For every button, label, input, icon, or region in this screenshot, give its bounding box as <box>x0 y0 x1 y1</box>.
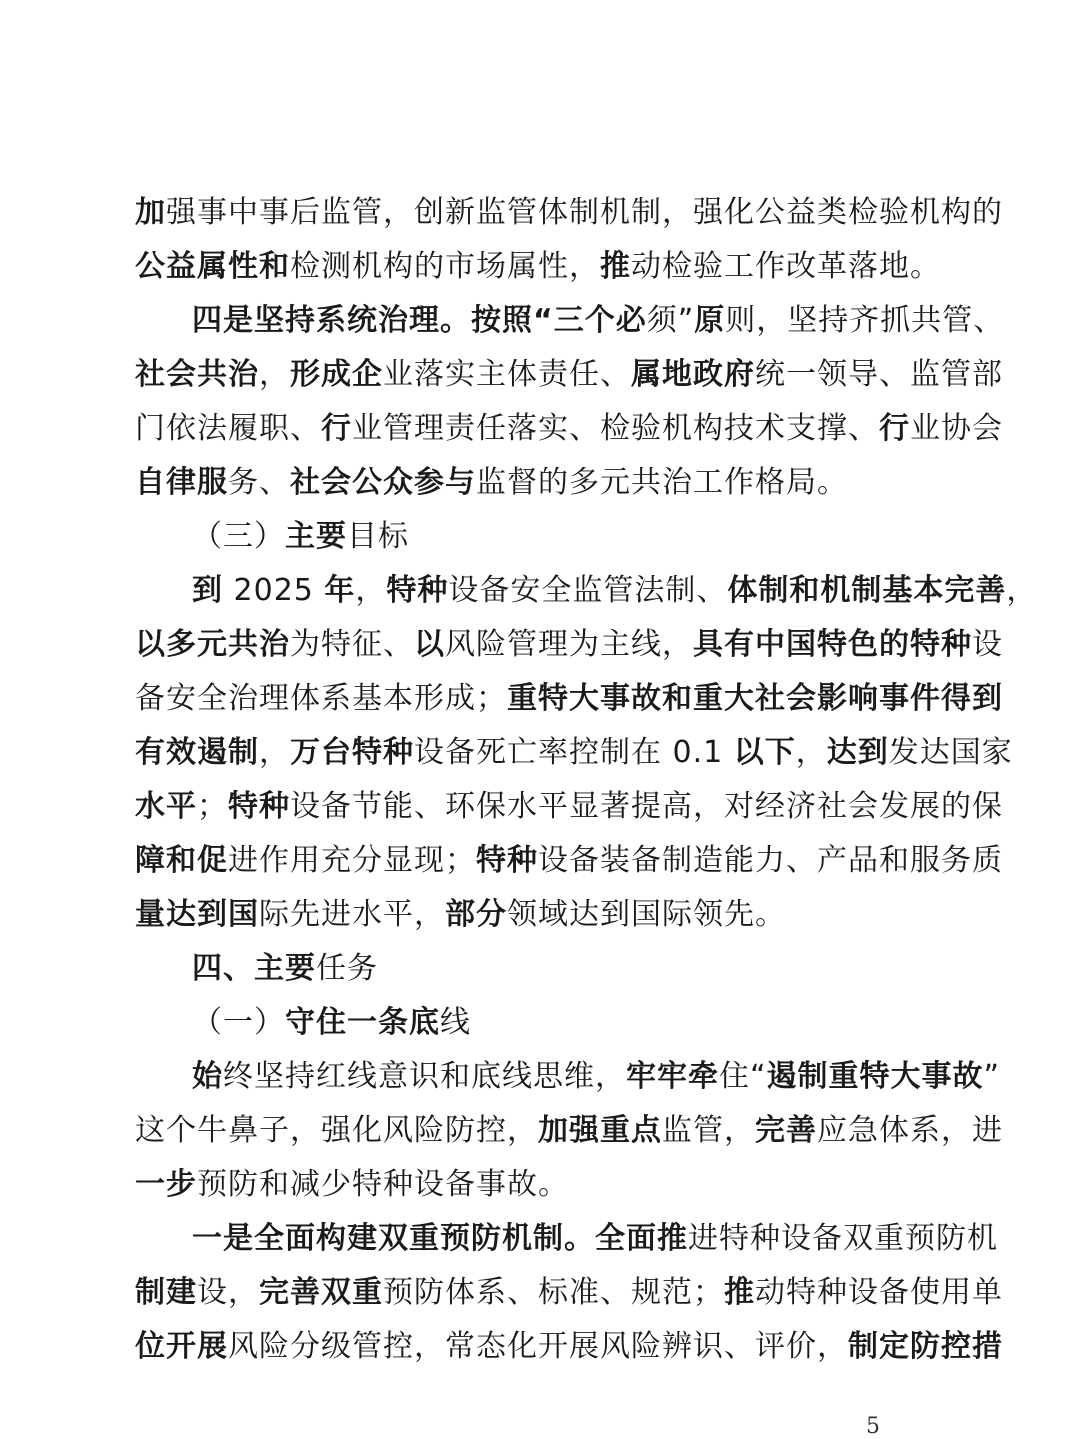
text-segment: （一） <box>192 1005 285 1040</box>
text-segment: 设， <box>197 1275 259 1310</box>
text-segment: 特种 <box>228 789 290 824</box>
text-segment: 社会共治 <box>135 357 259 392</box>
text-segment: ” <box>983 1059 1001 1094</box>
text-segment: 加强重点 <box>538 1113 662 1148</box>
text-segment: 备安全治理体系基本形成； <box>135 681 507 716</box>
text-segment: 设备安全监管法制、 <box>448 573 728 608</box>
text-segment: ， <box>795 735 827 770</box>
text-segment: 则，坚持齐抓共管、 <box>725 303 1005 338</box>
text-segment: 部分 <box>445 897 507 932</box>
text-line <box>192 515 950 559</box>
text-line <box>192 1055 1001 1099</box>
text-segment: 进作用充分显现； <box>228 843 476 878</box>
text-segment: 领域达到国际领先。 <box>507 897 786 932</box>
text-segment: ， <box>1006 573 1038 608</box>
text-segment: 体制和机制基本完善 <box>727 573 1007 608</box>
text-segment: 特种 <box>386 573 449 608</box>
text-segment: ， <box>355 573 387 608</box>
text-segment: 动检验工作改革落地。 <box>631 249 941 284</box>
text-segment: 牢牢牵 <box>626 1059 719 1094</box>
text-segment: 监管， <box>662 1113 755 1148</box>
text-segment: 以下 <box>733 735 796 770</box>
text-segment: 遏制重特大事故 <box>766 1059 984 1094</box>
text-segment: 万台特种 <box>290 735 414 770</box>
text-segment: 动特种设备使用单 <box>755 1275 1003 1310</box>
text-line <box>135 353 1003 397</box>
text-segment: 障和促 <box>135 843 228 878</box>
text-segment: 水平 <box>135 789 197 824</box>
text-segment: 制建 <box>135 1275 197 1310</box>
text-segment: 任务 <box>316 951 378 986</box>
text-segment: 具有中国特色的特种 <box>693 627 972 662</box>
text-segment: 设备装备制造能力、产品和服务质 <box>538 843 1003 878</box>
text-segment: 强事中事后监管，创新监管体制机制，强化公益类检验机构的 <box>166 195 1003 230</box>
text-line <box>192 1001 950 1045</box>
text-segment: 为特征、 <box>290 627 414 662</box>
text-line <box>135 1271 1003 1315</box>
text-line <box>192 569 1038 613</box>
text-segment: 行 <box>879 411 910 446</box>
text-segment: ， <box>259 357 290 392</box>
text-line <box>192 1217 998 1261</box>
text-segment: 社会公众参与 <box>290 465 476 500</box>
text-segment: 四、主要 <box>192 951 316 986</box>
text-segment: 有效遏制 <box>135 735 259 770</box>
text-line <box>135 731 1013 775</box>
text-line <box>192 299 1005 343</box>
text-line <box>192 947 950 991</box>
text-segment: 设备节能、环保水平显著提高，对经济社会发展的保 <box>290 789 1003 824</box>
text-line <box>135 407 1003 451</box>
text-segment: 目标 <box>347 519 409 554</box>
text-line <box>135 893 950 937</box>
text-segment: ； <box>197 789 228 824</box>
text-segment: 形成企 <box>290 357 383 392</box>
text-segment: 公益属性和 <box>135 249 290 284</box>
text-line <box>135 677 1003 721</box>
text-segment: 风险管理为主线， <box>445 627 693 662</box>
text-segment: 监督的多元共治工作格局。 <box>476 465 848 500</box>
text-segment: 统一领导、监管部 <box>755 357 1003 392</box>
text-line <box>135 461 950 505</box>
text-segment: 这个牛鼻子，强化风险防控， <box>135 1113 538 1148</box>
text-segment: 进特种设备双重预防机 <box>688 1221 998 1256</box>
text-segment: 重特大事故和重大社会影响事件得到 <box>507 681 1003 716</box>
text-segment: 特种 <box>476 843 538 878</box>
text-segment: 2025 <box>223 573 325 608</box>
text-segment: 加 <box>135 195 166 230</box>
text-segment: 年 <box>324 573 356 608</box>
text-line <box>135 245 950 289</box>
text-segment: 应急体系，进 <box>817 1113 1003 1148</box>
text-segment: ， <box>259 735 290 770</box>
text-segment: 属地政府 <box>631 357 755 392</box>
text-segment: 完善 <box>755 1113 817 1148</box>
text-segment: 行 <box>321 411 352 446</box>
text-segment: 原 <box>694 303 726 338</box>
page-number: 5 <box>866 1414 880 1439</box>
text-line <box>135 191 1003 235</box>
text-segment: 四是坚持系统治理。按照“三个必 <box>192 303 647 338</box>
text-segment: 量达到国 <box>135 897 259 932</box>
text-segment: 制定防控措 <box>848 1329 1003 1364</box>
text-segment: 位开展 <box>135 1329 228 1364</box>
text-segment: 达到 <box>826 735 889 770</box>
text-segment: 须” <box>646 303 695 338</box>
text-segment: 务、 <box>228 465 290 500</box>
text-line <box>135 1109 1003 1153</box>
text-segment: 际先进水平， <box>259 897 445 932</box>
text-segment: 以 <box>414 627 445 662</box>
text-segment: 预防和减少特种设备事故。 <box>197 1167 569 1202</box>
text-segment: 一是全面构建双重预防机制。全面推 <box>192 1221 688 1256</box>
text-line <box>135 1325 1003 1369</box>
text-segment: 门依法履职、 <box>135 411 321 446</box>
text-segment: 推 <box>724 1275 755 1310</box>
text-segment: 预防体系、标准、规范； <box>383 1275 724 1310</box>
text-segment: 检测机构的市场属性， <box>290 249 600 284</box>
text-segment: 以多元共治 <box>135 627 290 662</box>
text-segment: 终坚持红线意识和底线思维， <box>223 1059 626 1094</box>
text-segment: 设 <box>972 627 1003 662</box>
text-segment: 发达国家 <box>888 735 1013 770</box>
text-segment: （三） <box>192 519 285 554</box>
text-line <box>135 839 1003 883</box>
text-segment: 业落实主体责任、 <box>383 357 631 392</box>
text-segment: 守住一条底 <box>285 1005 440 1040</box>
text-segment: 一步 <box>135 1167 197 1202</box>
text-line <box>135 785 1003 829</box>
text-segment: 主要 <box>285 519 347 554</box>
text-segment: 线 <box>440 1005 471 1040</box>
text-line <box>135 623 1003 667</box>
text-segment: 风险分级管控，常态化开展风险辨识、评价， <box>228 1329 848 1364</box>
text-segment: 完善双重 <box>259 1275 383 1310</box>
text-segment: 自律服 <box>135 465 228 500</box>
text-segment: 始 <box>192 1059 223 1094</box>
text-line <box>135 1163 950 1207</box>
text-segment: 业协会 <box>910 411 1003 446</box>
text-segment: 设备死亡率控制在 0.1 <box>414 735 734 770</box>
text-segment: 推 <box>600 249 631 284</box>
text-segment: 业管理责任落实、检验机构技术支撑、 <box>352 411 879 446</box>
text-segment: 住“ <box>719 1059 767 1094</box>
text-segment: 到 <box>192 573 223 608</box>
